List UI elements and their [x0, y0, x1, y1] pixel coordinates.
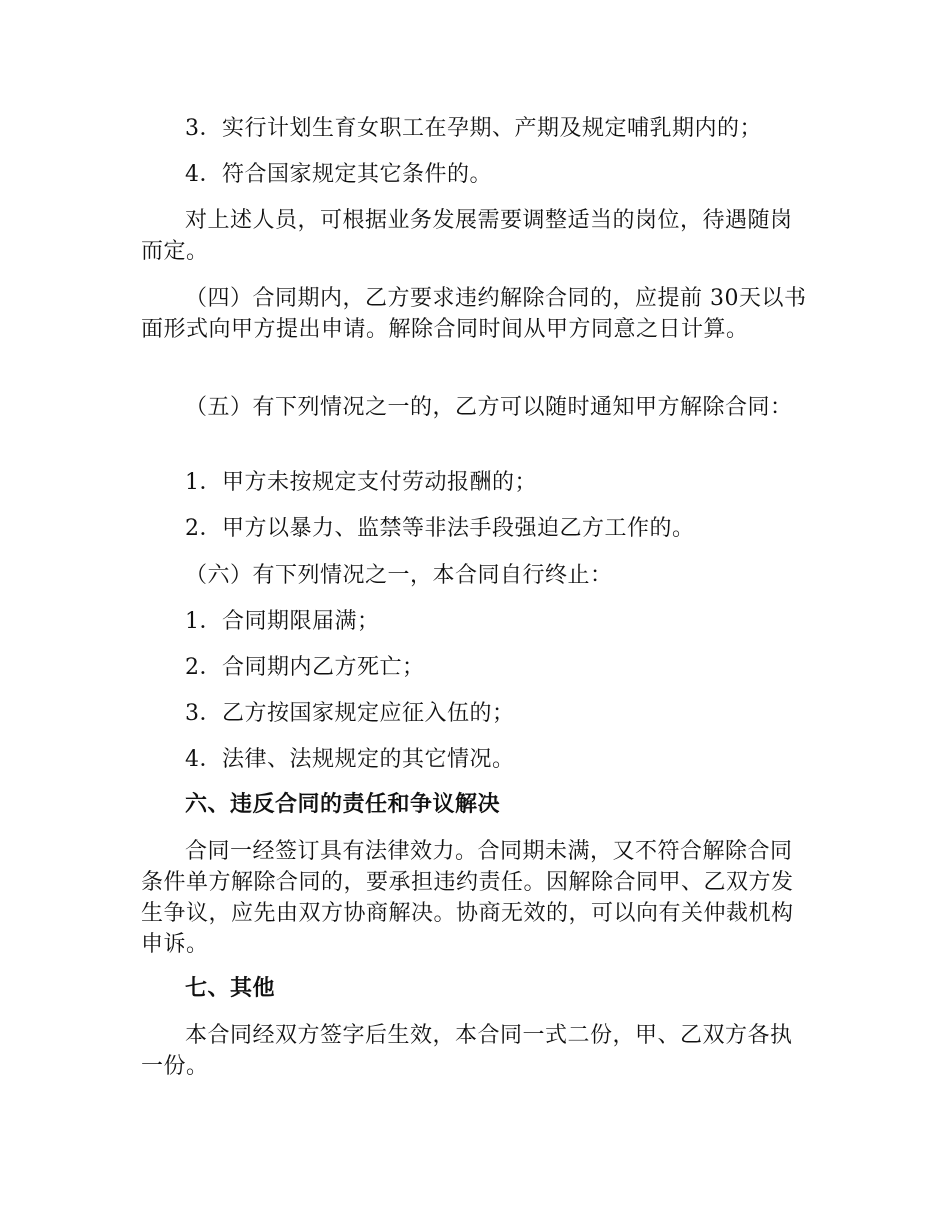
clause-6-item-4: 4．法律、法规规定的其它情况。 — [185, 747, 515, 772]
clause-5-item-2: 2．甲方以暴力、监禁等非法手段强迫乙方工作的。 — [185, 516, 695, 541]
adjustment-paragraph: 对上述人员，可根据业务发展需要调整适当的岗位，待遇随岗而定。 — [141, 208, 793, 264]
clause-6-heading: （六）有下列情况之一，本合同自行终止： — [185, 563, 613, 588]
clause-6-item-2: 2．合同期内乙方死亡； — [185, 655, 425, 680]
clause-5-item-1: 1．甲方未按规定支付劳动报酬的； — [185, 470, 537, 495]
clause-6-item-3: 3．乙方按国家规定应征入伍的； — [185, 701, 515, 726]
section-7-title: 七、其他 — [185, 976, 276, 1001]
section-6-title: 六、违反合同的责任和争议解决 — [185, 792, 501, 817]
clause-item-4-other-conditions: 4．符合国家规定其它条件的。 — [185, 162, 492, 187]
clause-6-item-1: 1．合同期限届满； — [185, 609, 380, 634]
clause-5-heading: （五）有下列情况之一的，乙方可以随时通知甲方解除合同： — [185, 395, 793, 420]
section-6-body: 合同一经签订具有法律效力。合同期未满，又不符合解除合同条件单方解除合同的，要承担违约责任。因解除合同甲、乙双方发生争议，应先由双方协商解决。协商无效的，可以向有关仲裁机构申诉。 — [141, 839, 794, 957]
clause-item-3-pregnancy: 3．实行计划生育女职工在孕期、产期及规定哺乳期内的； — [185, 116, 762, 141]
section-7-body: 本合同经双方签字后生效，本合同一式二份，甲、乙双方各执一份。 — [141, 1023, 793, 1079]
clause-4-early-termination: （四）合同期内，乙方要求违约解除合同的，应提前 30天以书面形式向甲方提出申请。解除合同时间从甲方同意之日计算。 — [141, 286, 807, 342]
